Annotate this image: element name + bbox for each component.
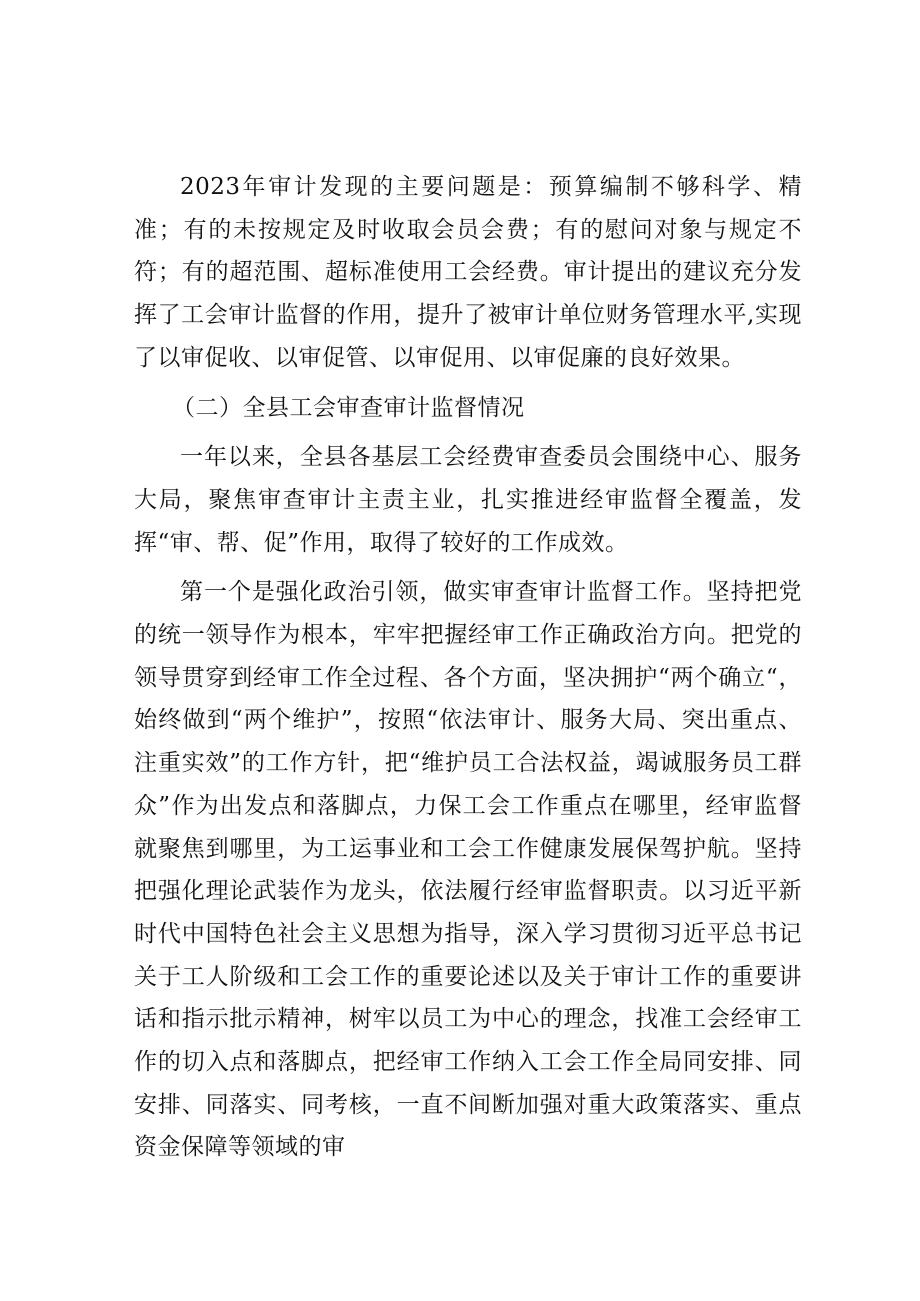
- paragraph-county-overview: 一年以来，全县各基层工会经费审查委员会围绕中心、服务大局，聚焦审查审计主责主业，扎实推进经审监督全覆盖，发挥“审、帮、促”作用，取得了较好的工作成效。: [134, 444, 802, 556]
- paragraph-audit-findings: 2023年审计发现的主要问题是：预算编制不够科学、精准；有的未按规定及时收取会员会费；有的慰问对象与规定不符；有的超范围、超标准使用工会经费。审计提出的建议充分发挥了工会审计监督的作用，提升了被审计单位财务管理水平,实现了以审促收、以审促管、以审促用、以审促廉的良好效果。: [134, 174, 802, 371]
- paragraph-political-guidance: 第一个是强化政治引领，做实审查审计监督工作。坚持把党的统一领导作为根本，牢牢把握经审工作正确政治方向。把党的领导贯穿到经审工作全过程、各个方面，坚决拥护“两个确立“，始终做到“两个维护”，按照“依法审计、服务大局、突出重点、注重实效”的工作方针，把“维护员工合法权益，竭诚服务员工群众”作为出发点和落脚点，力保工会工作重点在哪里，经审监督就聚焦到哪里，为工运事业和工会工作健康发展保驾护航。坚持把强化理论武装作为龙头，依法履行经审监督职责。以习近平新时代中国特色社会主义思想为指导，深入学习贯彻习近平总书记关于工人阶级和工会工作的重要论述以及关于审计工作的重要讲话和指示批示精神，树牢以员工为中心的理念，找准工会经审工作的切入点和落脚点，把经审工作纳入工会工作全局同安排、同安排、同落实、同考核，一直不间断加强对重大政策落实、重点资金保障等领域的审: [134, 579, 802, 1161]
- section-heading: （二）全县工会审查审计监督情况: [172, 394, 525, 421]
